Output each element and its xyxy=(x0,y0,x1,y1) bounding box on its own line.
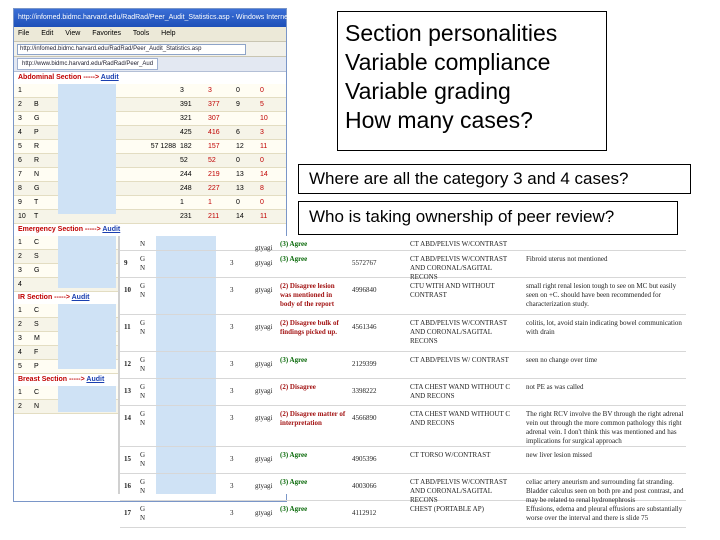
peer-review-code: 2129399 xyxy=(352,360,377,368)
table-row xyxy=(14,196,286,210)
issues-callout xyxy=(337,11,607,151)
menu-favorites[interactable]: Favorites xyxy=(92,30,122,37)
table-cell: S xyxy=(34,321,39,328)
peer-review-comp: (2) Disagree lesion was mentioned in body of the report xyxy=(280,282,335,308)
table-cell: 0 xyxy=(260,87,264,94)
callout-line: Variable grading xyxy=(345,78,511,104)
table-row xyxy=(14,140,286,154)
table-cell: 0 xyxy=(236,157,240,164)
peer-review-comp: (3) Agree xyxy=(280,505,308,513)
table-cell: 1 xyxy=(180,199,184,206)
peer-review-g: G N xyxy=(140,478,146,495)
table-cell: 11 xyxy=(260,143,268,150)
peer-review-g: G N xyxy=(140,383,146,400)
peer-review-g: G N xyxy=(140,451,146,468)
table-cell: 7 xyxy=(18,171,22,178)
table-row xyxy=(14,98,286,112)
table-cell: 3 xyxy=(18,335,22,342)
table-cell: 3 xyxy=(180,87,184,94)
redacted-name-column xyxy=(58,84,116,214)
peer-review-note: celiac artery aneurism and surrounding fat stranding. Bladder calculus seen on both pre and post contrast, and may be related to renal hydronephrosis xyxy=(526,478,684,504)
peer-review-comp: (3) Agree xyxy=(280,255,308,263)
peer-review-exam: CTA CHEST WAND WITHOUT C AND RECONS xyxy=(410,383,511,400)
peer-review-score: 3 xyxy=(230,455,234,463)
peer-review-note: colitis, lot, avoid stain indicating bowel communication with drain xyxy=(526,319,682,336)
table-cell: 4 xyxy=(18,129,22,136)
audit-link[interactable]: Audit xyxy=(86,376,105,383)
table-cell: R xyxy=(34,157,40,164)
peer-review-user: gtyagi xyxy=(255,244,273,252)
peer-review-exam: CT ABD/PELVIS W/ CONTRAST xyxy=(410,356,509,364)
peer-review-num: 9 xyxy=(124,259,128,267)
peer-review-score: 3 xyxy=(230,286,234,294)
table-cell: 416 xyxy=(208,129,220,136)
redacted-name-column xyxy=(58,386,116,412)
peer-review-g: G N xyxy=(140,282,146,299)
table-cell: 5 xyxy=(18,363,22,370)
peer-review-exam: CT ABD/PELVIS W/CONTRAST AND CORONAL/SAGITAL RECONS xyxy=(410,478,507,504)
peer-review-user: gtyagi xyxy=(255,414,273,422)
tab-bar xyxy=(14,57,286,72)
peer-review-user: gtyagi xyxy=(255,360,273,368)
peer-review-num: 12 xyxy=(124,360,131,368)
table-cell: 4 xyxy=(18,349,22,356)
peer-review-row xyxy=(120,236,686,251)
peer-review-exam: CT ABD/PELVIS W/CONTRAST xyxy=(410,240,508,248)
table-cell xyxy=(130,98,180,111)
peer-review-note: Fibroid uterus not mentioned xyxy=(526,255,608,263)
table-cell: 248 xyxy=(180,185,192,192)
table-row xyxy=(14,126,286,140)
section-title-text: Emergency Section -----> xyxy=(18,226,101,233)
table-cell: 10 xyxy=(260,115,268,122)
table-cell: S xyxy=(34,253,39,260)
table-cell: 0 xyxy=(260,157,264,164)
peer-review-note: not PE as was called xyxy=(526,383,584,391)
peer-review-note: small right renal lesion tough to see on MC but easily seen on +C. should have been recommended for characterization study. xyxy=(526,282,677,308)
menu-help[interactable]: Help xyxy=(161,30,176,37)
peer-review-g: G N xyxy=(140,356,146,373)
table-cell: 157 xyxy=(208,143,220,150)
table-row xyxy=(14,154,286,168)
peer-review-score: 3 xyxy=(230,387,234,395)
table-cell: P xyxy=(34,129,39,136)
address-bar xyxy=(14,42,286,57)
table-cell: 12 xyxy=(236,143,244,150)
table-cell: N xyxy=(34,403,40,410)
peer-review-row xyxy=(120,406,686,447)
table-cell: 3 xyxy=(208,87,212,94)
table-cell: 3 xyxy=(260,129,264,136)
table-cell: 3 xyxy=(18,115,22,122)
peer-review-code: 3398222 xyxy=(352,387,377,395)
table-cell: 182 xyxy=(180,143,192,150)
category-question-callout: Where are all the category 3 and 4 cases? xyxy=(298,164,691,194)
table-cell: 377 xyxy=(208,101,220,108)
peer-review-table xyxy=(120,236,686,522)
peer-review-comp: (2) Disagree matter of interpretation xyxy=(280,410,346,427)
table-cell: M xyxy=(34,335,40,342)
peer-review-num: 13 xyxy=(124,387,131,395)
table-cell xyxy=(236,112,260,125)
peer-review-user: gtyagi xyxy=(255,509,273,517)
peer-review-score: 3 xyxy=(230,509,234,517)
table-cell: 6 xyxy=(236,129,240,136)
peer-review-comp: (3) Agree xyxy=(280,356,308,364)
peer-review-code: 4561346 xyxy=(352,323,377,331)
table-row xyxy=(14,210,286,224)
peer-review-num: 16 xyxy=(124,482,131,490)
table-row xyxy=(14,112,286,126)
peer-review-comp: (2) Disagree bulk of findings picked up. xyxy=(280,319,339,336)
callout-line: Section personalities xyxy=(345,20,558,46)
table-cell: 52 xyxy=(180,157,188,164)
table-cell: 6 xyxy=(18,157,22,164)
table-cell: 8 xyxy=(260,185,264,192)
peer-review-user: gtyagi xyxy=(255,387,273,395)
table-cell: G xyxy=(34,267,40,274)
peer-review-comp: (3) Agree xyxy=(280,240,308,248)
menu-bar xyxy=(14,27,286,42)
table-cell: 9 xyxy=(236,101,240,108)
peer-review-note: Effusions, edema and pleural effusions are substantially worse over the interval and there is slide 75 xyxy=(526,505,683,522)
callout-line: Variable compliance xyxy=(345,49,551,75)
peer-review-note: new liver lesion missed xyxy=(526,451,592,459)
table-cell xyxy=(130,168,180,181)
section-title-text: Breast Section -----> xyxy=(18,376,85,383)
redacted-name-column xyxy=(58,236,116,288)
table-cell: N xyxy=(34,171,40,178)
table-cell: 231 xyxy=(180,213,192,220)
peer-review-num: 14 xyxy=(124,414,131,422)
window-title: http://infomed.bidmc.harvard.edu/RadRad/Peer_Audit_Statistics.asp - Windows Internet xyxy=(14,9,286,27)
peer-review-code: 4905396 xyxy=(352,455,377,463)
audit-link[interactable]: Audit xyxy=(71,294,90,301)
peer-review-code: 4996840 xyxy=(352,286,377,294)
menu-view[interactable]: View xyxy=(65,30,81,37)
table-cell: 1 xyxy=(18,239,22,246)
peer-review-exam: CT ABD/PELVIS W/CONTRAST AND CORONAL/SAGITAL RECONS xyxy=(410,255,507,281)
table-cell: G xyxy=(34,185,40,192)
menu-edit[interactable]: Edit xyxy=(41,30,54,37)
table-cell: 0 xyxy=(236,199,240,206)
peer-review-exam: CTU WITH AND WITHOUT CONTRAST xyxy=(410,282,495,299)
peer-review-row xyxy=(120,352,686,379)
table-row xyxy=(14,84,286,98)
table-cell: 2 xyxy=(18,253,22,260)
table-cell xyxy=(130,84,180,97)
peer-review-row xyxy=(120,447,686,474)
table-cell: 5 xyxy=(260,101,264,108)
table-cell: C xyxy=(34,239,40,246)
menu-tools[interactable]: Tools xyxy=(132,30,150,37)
peer-review-g: G N xyxy=(140,505,146,522)
peer-review-user: gtyagi xyxy=(255,323,273,331)
table-cell: G xyxy=(34,115,40,122)
peer-review-g: G N xyxy=(140,410,146,427)
table-cell: 13 xyxy=(236,185,244,192)
table-cell: 1 xyxy=(18,307,22,314)
peer-review-num: 17 xyxy=(124,509,131,517)
table-cell xyxy=(130,196,180,209)
section-title-text: IR Section -----> xyxy=(18,294,70,301)
table-cell: 2 xyxy=(18,321,22,328)
peer-review-row xyxy=(120,278,686,315)
peer-review-score: 3 xyxy=(230,259,234,267)
table-cell: 244 xyxy=(180,171,192,178)
peer-review-code: 4003066 xyxy=(352,482,377,490)
peer-review-row xyxy=(120,251,686,281)
section-title xyxy=(14,72,286,84)
table-cell xyxy=(130,210,180,223)
table-cell: 211 xyxy=(208,213,220,220)
audit-link[interactable]: Audit xyxy=(100,74,119,81)
table-cell: T xyxy=(34,213,39,220)
table-cell: F xyxy=(34,349,39,356)
peer-review-code: 5572767 xyxy=(352,259,377,267)
browser-tab[interactable]: http://www.bidmc.harvard.edu/RadRad/Peer_Aud xyxy=(17,58,158,70)
peer-review-note: The right RCV involve the BV through the right adrenal vein out through the more common pathology this right adrenal vein. I don't think this was mentioned and has implications for surgical approach xyxy=(526,410,684,445)
peer-review-num: 11 xyxy=(124,323,131,331)
peer-review-user: gtyagi xyxy=(255,286,273,294)
table-cell: 425 xyxy=(180,129,192,136)
table-cell: 8 xyxy=(18,185,22,192)
section-rows xyxy=(14,84,286,224)
table-cell: 4 xyxy=(18,281,22,288)
table-cell: 1 xyxy=(18,389,22,396)
peer-review-g: G N xyxy=(140,319,146,336)
table-cell: 3 xyxy=(18,267,22,274)
table-cell: 14 xyxy=(260,171,268,178)
table-cell: 57 1288 xyxy=(150,143,176,150)
peer-review-g: N xyxy=(140,240,146,248)
table-cell xyxy=(130,154,180,167)
table-cell: 1 xyxy=(18,87,22,94)
peer-review-exam: CTA CHEST WAND WITHOUT C AND RECONS xyxy=(410,410,511,427)
table-cell: 227 xyxy=(208,185,220,192)
table-cell: 321 xyxy=(180,115,192,122)
table-cell: 9 xyxy=(18,199,22,206)
peer-review-score: 3 xyxy=(230,360,234,368)
table-cell: 10 xyxy=(18,213,26,220)
peer-review-num: 10 xyxy=(124,286,131,294)
section-title-text: Abdominal Section -----> xyxy=(18,74,100,81)
peer-review-comp: (2) Disagree xyxy=(280,383,316,391)
table-cell: 1 xyxy=(208,199,212,206)
peer-review-user: gtyagi xyxy=(255,259,273,267)
table-cell: 2 xyxy=(18,403,22,410)
table-cell: 391 xyxy=(180,101,192,108)
peer-review-comp: (3) Agree xyxy=(280,478,308,486)
table-cell: B xyxy=(34,101,39,108)
table-cell: C xyxy=(34,389,40,396)
peer-review-user: gtyagi xyxy=(255,455,273,463)
peer-review-score: 3 xyxy=(230,323,234,331)
table-cell: 2 xyxy=(18,101,22,108)
section-title xyxy=(14,224,286,236)
peer-review-num: 15 xyxy=(124,455,131,463)
table-cell: 0 xyxy=(236,87,240,94)
table-row xyxy=(14,182,286,196)
table-cell: 52 xyxy=(208,157,216,164)
peer-review-row xyxy=(120,501,686,528)
peer-review-g: G N xyxy=(140,255,146,272)
table-cell xyxy=(130,112,180,125)
peer-review-row xyxy=(120,315,686,352)
table-cell: P xyxy=(34,363,39,370)
table-cell: R xyxy=(34,143,40,150)
table-cell: T xyxy=(34,199,39,206)
peer-review-code: 4566890 xyxy=(352,414,377,422)
peer-review-code: 4112912 xyxy=(352,509,377,517)
table-cell: C xyxy=(34,307,40,314)
table-cell: 307 xyxy=(208,115,220,122)
peer-review-score: 3 xyxy=(230,414,234,422)
peer-review-exam: CT TORSO W/CONTRAST xyxy=(410,451,491,459)
table-cell: 0 xyxy=(260,199,264,206)
table-cell xyxy=(130,182,180,195)
table-cell: 5 xyxy=(18,143,22,150)
table-cell: 14 xyxy=(236,213,244,220)
peer-review-exam: CHEST (PORTABLE AP) xyxy=(410,505,484,513)
table-cell: 219 xyxy=(208,171,220,178)
menu-file[interactable]: File xyxy=(18,30,30,37)
audit-link[interactable]: Audit xyxy=(102,226,121,233)
peer-review-row xyxy=(120,474,686,504)
ownership-question-callout: Who is taking ownership of peer review? xyxy=(298,201,678,235)
peer-review-note: seen no change over time xyxy=(526,356,598,364)
table-cell: 13 xyxy=(236,171,244,178)
peer-review-row xyxy=(120,379,686,406)
table-cell xyxy=(130,126,180,139)
callout-line: How many cases? xyxy=(345,107,533,133)
peer-review-user: gtyagi xyxy=(255,482,273,490)
table-row xyxy=(14,168,286,182)
peer-review-score: 3 xyxy=(230,482,234,490)
table-cell: 11 xyxy=(260,213,268,220)
address-input[interactable]: http://infomed.bidmc.harvard.edu/RadRad/Peer_Audit_Statistics.asp xyxy=(17,44,246,55)
redacted-name-column xyxy=(58,304,116,369)
peer-review-comp: (3) Agree xyxy=(280,451,308,459)
peer-review-exam: CT ABD/PELVIS W/CONTRAST AND CORONAL/SAGITAL RECONS xyxy=(410,319,507,345)
